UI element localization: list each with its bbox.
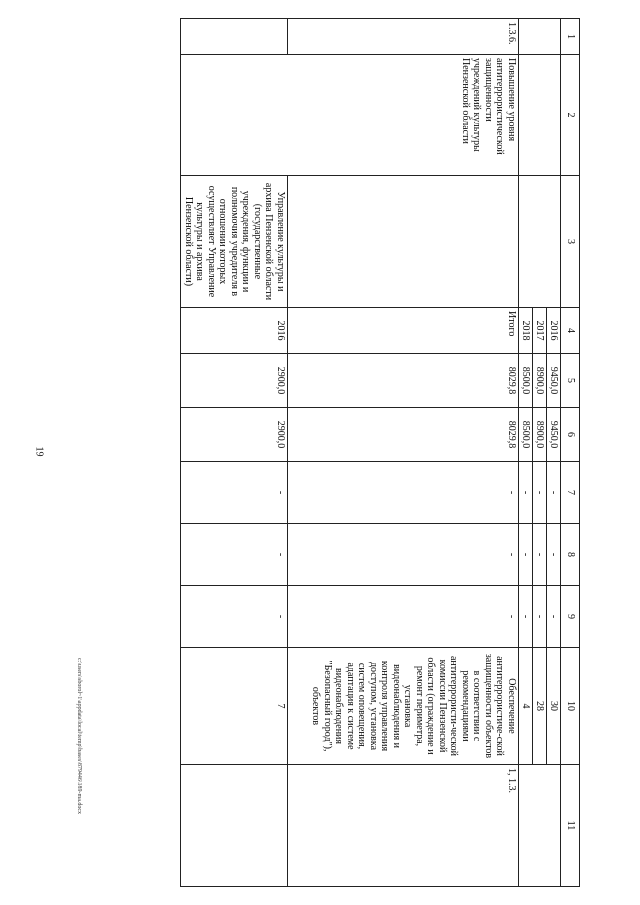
value-cell: -	[533, 524, 547, 586]
program-table	[181, 18, 581, 887]
indicator-value: 7	[181, 648, 288, 765]
value-cell: -	[519, 586, 533, 648]
empty-cell	[519, 765, 561, 887]
empty-cell	[519, 176, 561, 308]
value-cell: -	[547, 524, 561, 586]
value-cell: -	[533, 462, 547, 524]
value-cell: 2900,0	[181, 354, 288, 408]
value-cell: -	[288, 462, 519, 524]
value-cell: 8900,0	[533, 354, 547, 408]
year-cell: 2018	[519, 308, 533, 354]
value-cell: -	[547, 586, 561, 648]
file-path-footer: c:\users\sborol~1\appdata\local\temp\bases\879446\189-ma.docx	[76, 658, 82, 815]
value-cell: 8029,8	[288, 354, 519, 408]
header-col-10: 10	[561, 648, 580, 765]
page-number: 19	[33, 446, 45, 457]
indicator-text: Обеспечение антитеррористиче-ской защищенности объектов в соответствии с рекомендациями антитеррористи-ческой комиссии Пензенской области (ограждение и ремонт периметра, установка видеонаблюдения и контроля управления доступом, установка систем оповещения, адаптация к системе видеонаблюдения "Безопасный город"), объектов	[288, 648, 519, 765]
year-cell: 2017	[533, 308, 547, 354]
indicator-value: 28	[533, 648, 547, 765]
value-cell: 9450,0	[547, 408, 561, 462]
measure-name: Повышение уровня антитеррористической защищенности учреждений культуры Пензенской области	[181, 55, 519, 176]
value-cell: 8029,8	[288, 408, 519, 462]
value-cell: -	[181, 586, 288, 648]
table-wrapper	[92, 18, 580, 886]
header-col-2: 2	[561, 55, 580, 176]
row-number: 1.3.6.	[288, 19, 519, 55]
indicator-value: 30	[547, 648, 561, 765]
value-cell: -	[181, 462, 288, 524]
indicator-value: 4	[519, 648, 533, 765]
header-col-7: 7	[561, 462, 580, 524]
year-cell: 2016	[181, 308, 288, 354]
header-col-4: 4	[561, 308, 580, 354]
header-col-11: 11	[561, 765, 580, 887]
header-col-1: 1	[561, 19, 580, 55]
header-col-8: 8	[561, 524, 580, 586]
table-row-main	[288, 19, 519, 887]
header-col-6: 6	[561, 408, 580, 462]
value-cell: -	[181, 524, 288, 586]
value-cell: 8500,0	[519, 354, 533, 408]
value-cell: 8900,0	[533, 408, 547, 462]
value-cell: -	[547, 462, 561, 524]
header-col-3: 3	[561, 176, 580, 308]
executor-text: Управление культуры и архива Пензенской области (государственные учреждения, функции и полномочия учредителя в отношении которых осуществляет Управление культуры и архива Пензенской области)	[181, 176, 288, 308]
empty-cell	[181, 19, 288, 55]
rotated-sheet	[92, 18, 580, 886]
value-cell: -	[533, 586, 547, 648]
header-col-9: 9	[561, 586, 580, 648]
year-cell: Итого	[288, 308, 519, 354]
value-cell: -	[519, 462, 533, 524]
value-cell: 9450,0	[547, 354, 561, 408]
empty-cell	[288, 176, 519, 308]
value-cell: -	[519, 524, 533, 586]
empty-cell	[519, 19, 561, 55]
table-row	[547, 19, 561, 887]
year-cell: 2016	[547, 308, 561, 354]
empty-cell	[181, 765, 288, 887]
value-cell: 2900,0	[181, 408, 288, 462]
task-reference: 1, 1.3.	[288, 765, 519, 887]
value-cell: 8500,0	[519, 408, 533, 462]
value-cell: -	[288, 586, 519, 648]
empty-cell	[519, 55, 561, 176]
header-row	[561, 19, 580, 887]
header-col-5: 5	[561, 354, 580, 408]
value-cell: -	[288, 524, 519, 586]
